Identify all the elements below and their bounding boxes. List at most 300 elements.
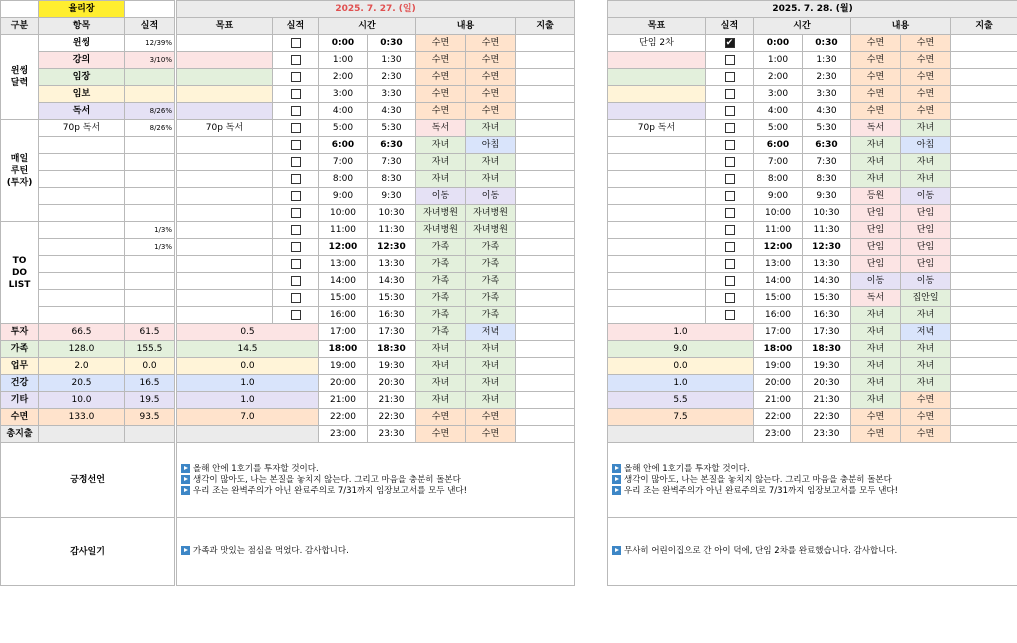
- done-cell[interactable]: [273, 256, 319, 273]
- item-name: [39, 256, 125, 273]
- play-bullet-icon: [181, 464, 190, 473]
- summary-category: 가족: [1, 341, 39, 358]
- time-start: 22:00: [319, 409, 368, 426]
- activity-1: 수면: [416, 52, 466, 69]
- checkbox[interactable]: [291, 191, 301, 201]
- goal-cell: [608, 205, 706, 222]
- spend-cell[interactable]: [951, 358, 1017, 375]
- time-start: 6:00: [754, 137, 803, 154]
- spend-cell[interactable]: [516, 324, 575, 341]
- spend-cell[interactable]: [951, 273, 1017, 290]
- time-half: 7:30: [368, 154, 416, 171]
- time-header: 시간: [319, 18, 416, 35]
- done-cell[interactable]: [706, 35, 754, 52]
- summary-value-b: 155.5: [125, 341, 175, 358]
- item-name: 독서: [39, 103, 125, 120]
- spend-cell[interactable]: [516, 171, 575, 188]
- time-half: 10:30: [368, 205, 416, 222]
- goal-cell: [177, 137, 273, 154]
- done-cell[interactable]: [273, 188, 319, 205]
- time-half: 22:30: [803, 409, 851, 426]
- spend-cell[interactable]: [516, 205, 575, 222]
- done-cell[interactable]: [273, 35, 319, 52]
- activity-1: 자녀: [851, 358, 901, 375]
- time-half: 21:30: [803, 392, 851, 409]
- item-name: [39, 205, 125, 222]
- checkbox[interactable]: [291, 208, 301, 218]
- activity-1: 가족: [416, 324, 466, 341]
- checkbox[interactable]: [725, 225, 735, 235]
- time-start: 18:00: [754, 341, 803, 358]
- goal-cell: [177, 35, 273, 52]
- activity-2: 자녀: [901, 341, 951, 358]
- item-name: [39, 273, 125, 290]
- summary-goal: 5.5: [608, 392, 754, 409]
- summary-category: 수면: [1, 409, 39, 426]
- time-half: 12:30: [803, 239, 851, 256]
- time-start: 2:00: [754, 69, 803, 86]
- done-cell[interactable]: [273, 222, 319, 239]
- time-start: 3:00: [319, 86, 368, 103]
- activity-2: 자녀: [466, 120, 516, 137]
- done-cell[interactable]: [706, 273, 754, 290]
- done-header: 실적: [273, 18, 319, 35]
- activity-2: 자녀: [901, 154, 951, 171]
- checkbox[interactable]: [725, 208, 735, 218]
- thanks-cell: [177, 518, 575, 586]
- summary-category: 업무: [1, 358, 39, 375]
- summary-goal: 1.0: [608, 324, 754, 341]
- checkbox[interactable]: [291, 72, 301, 82]
- summary-goal: 1.0: [608, 375, 754, 392]
- activity-2: 자녀: [901, 358, 951, 375]
- summary-value-a: 66.5: [39, 324, 125, 341]
- goal-cell: [177, 222, 273, 239]
- checkbox[interactable]: [291, 123, 301, 133]
- spend-cell[interactable]: [516, 358, 575, 375]
- checkbox[interactable]: [291, 106, 301, 116]
- time-half: 16:30: [368, 307, 416, 324]
- spend-cell[interactable]: [516, 52, 575, 69]
- done-cell[interactable]: [706, 137, 754, 154]
- goal-cell: [177, 171, 273, 188]
- spend-cell[interactable]: [951, 324, 1017, 341]
- done-cell[interactable]: [273, 290, 319, 307]
- activity-2: 자녀: [466, 171, 516, 188]
- activity-1: 이동: [851, 273, 901, 290]
- goal-cell: [177, 256, 273, 273]
- goal-cell: [177, 52, 273, 69]
- spend-cell[interactable]: [516, 35, 575, 52]
- checkbox-checked[interactable]: ✔: [725, 37, 734, 48]
- thanks-line: [612, 546, 1017, 557]
- group-label-1: 윈씽 달력: [1, 35, 39, 120]
- checkbox[interactable]: [725, 276, 735, 286]
- time-half: 20:30: [803, 375, 851, 392]
- spend-cell[interactable]: [951, 426, 1017, 443]
- checkbox[interactable]: [291, 89, 301, 99]
- goal-cell: 70p 독서: [177, 120, 273, 137]
- activity-1: 자녀: [851, 154, 901, 171]
- goal-cell: [177, 273, 273, 290]
- done-cell[interactable]: [706, 307, 754, 324]
- left-header: 실적: [125, 18, 175, 35]
- activity-1: 자녀: [416, 375, 466, 392]
- affirmation-line: [612, 475, 1017, 486]
- spend-cell[interactable]: [516, 375, 575, 392]
- activity-2: 단임: [901, 222, 951, 239]
- time-half: 9:30: [368, 188, 416, 205]
- time-half: 18:30: [368, 341, 416, 358]
- spend-cell[interactable]: [951, 409, 1017, 426]
- spend-cell[interactable]: [951, 35, 1017, 52]
- checkbox[interactable]: [725, 293, 735, 303]
- item-name: 강의: [39, 52, 125, 69]
- activity-2: 자녀: [466, 375, 516, 392]
- summary-goal: [608, 426, 754, 443]
- time-start: 0:00: [754, 35, 803, 52]
- goal-header: 목표: [608, 18, 706, 35]
- done-cell[interactable]: [706, 222, 754, 239]
- activity-2: 자녀: [901, 307, 951, 324]
- date-header: 2025. 7. 28. (월): [608, 1, 1017, 18]
- checkbox[interactable]: [291, 276, 301, 286]
- spend-cell[interactable]: [516, 69, 575, 86]
- spend-cell[interactable]: [951, 307, 1017, 324]
- item-value: [125, 290, 175, 307]
- time-half: 7:30: [803, 154, 851, 171]
- brand-title: 율리장: [39, 1, 125, 18]
- goal-cell: [608, 69, 706, 86]
- time-start: 12:00: [319, 239, 368, 256]
- time-start: 4:00: [319, 103, 368, 120]
- activity-1: 자녀: [416, 154, 466, 171]
- done-cell[interactable]: [706, 256, 754, 273]
- checkbox[interactable]: [725, 140, 735, 150]
- spend-cell[interactable]: [516, 307, 575, 324]
- time-half: 11:30: [368, 222, 416, 239]
- thanks-cell: [608, 518, 1017, 586]
- activity-2: 자녀: [466, 341, 516, 358]
- goal-cell: [608, 171, 706, 188]
- spend-cell[interactable]: [951, 341, 1017, 358]
- spend-cell[interactable]: [516, 409, 575, 426]
- checkbox[interactable]: [291, 242, 301, 252]
- time-half: 8:30: [803, 171, 851, 188]
- checkbox[interactable]: [291, 157, 301, 167]
- thanks-text: 무사히 어린이집으로 간 아이 덕에, 단임 2차를 완료했습니다. 감사합니다.: [624, 546, 898, 556]
- item-name: [39, 188, 125, 205]
- activity-2: 단임: [901, 239, 951, 256]
- item-value: 8/26%: [125, 120, 175, 137]
- spend-cell[interactable]: [516, 103, 575, 120]
- spend-cell[interactable]: [516, 426, 575, 443]
- summary-category: 건강: [1, 375, 39, 392]
- time-half: 1:30: [803, 52, 851, 69]
- checkbox[interactable]: [725, 191, 735, 201]
- goal-cell: [608, 290, 706, 307]
- play-bullet-icon: [612, 486, 621, 495]
- item-value: [125, 188, 175, 205]
- time-start: 5:00: [319, 120, 368, 137]
- activity-1: 가족: [416, 307, 466, 324]
- checkbox[interactable]: [725, 157, 735, 167]
- done-cell[interactable]: [706, 171, 754, 188]
- spend-cell[interactable]: [951, 103, 1017, 120]
- time-start: 10:00: [319, 205, 368, 222]
- item-value: [125, 205, 175, 222]
- spend-cell[interactable]: [516, 290, 575, 307]
- time-start: 17:00: [319, 324, 368, 341]
- left-header: 구분: [1, 18, 39, 35]
- time-half: 1:30: [368, 52, 416, 69]
- checkbox[interactable]: [725, 72, 735, 82]
- time-start: 19:00: [319, 358, 368, 375]
- summary-goal: 9.0: [608, 341, 754, 358]
- done-cell[interactable]: [273, 307, 319, 324]
- done-cell[interactable]: [706, 290, 754, 307]
- summary-value-b: [125, 426, 175, 443]
- checkbox[interactable]: [725, 174, 735, 184]
- checkbox[interactable]: [291, 38, 301, 48]
- done-cell[interactable]: [706, 120, 754, 137]
- activity-2: 가족: [466, 273, 516, 290]
- done-cell[interactable]: [706, 188, 754, 205]
- activity-1: 수면: [416, 103, 466, 120]
- activity-1: 가족: [416, 273, 466, 290]
- activity-2: 가족: [466, 307, 516, 324]
- checkbox[interactable]: [291, 174, 301, 184]
- activity-1: 자녀: [416, 171, 466, 188]
- spend-cell[interactable]: [951, 256, 1017, 273]
- play-bullet-icon: [612, 475, 621, 484]
- time-start: 23:00: [319, 426, 368, 443]
- time-start: 15:00: [319, 290, 368, 307]
- time-half: 13:30: [368, 256, 416, 273]
- checkbox[interactable]: [725, 123, 735, 133]
- summary-goal: 14.5: [177, 341, 319, 358]
- activity-2: 자녀: [901, 375, 951, 392]
- activity-2: 수면: [901, 392, 951, 409]
- done-cell[interactable]: [273, 171, 319, 188]
- activity-2: 수면: [901, 426, 951, 443]
- spend-cell[interactable]: [951, 137, 1017, 154]
- activity-2: 수면: [901, 409, 951, 426]
- spend-cell[interactable]: [516, 86, 575, 103]
- item-value: [125, 171, 175, 188]
- done-cell[interactable]: [273, 120, 319, 137]
- checkbox[interactable]: [725, 242, 735, 252]
- time-start: 21:00: [319, 392, 368, 409]
- spend-cell[interactable]: [951, 392, 1017, 409]
- time-half: 23:30: [803, 426, 851, 443]
- item-name: 윈씽: [39, 35, 125, 52]
- done-cell[interactable]: [706, 205, 754, 222]
- spend-cell[interactable]: [516, 239, 575, 256]
- affirmation-text: 생각이 많아도, 나는 본질을 놓치지 않는다. 그리고 마음을 충분히 돌본다: [624, 474, 892, 485]
- activity-1: 수면: [851, 52, 901, 69]
- time-half: 15:30: [368, 290, 416, 307]
- activity-1: 가족: [416, 239, 466, 256]
- summary-goal: 7.0: [177, 409, 319, 426]
- time-half: 19:30: [803, 358, 851, 375]
- spend-cell[interactable]: [516, 120, 575, 137]
- activity-2: 수면: [901, 52, 951, 69]
- spend-cell[interactable]: [951, 222, 1017, 239]
- content-header: 내용: [416, 18, 516, 35]
- activity-2: 가족: [466, 239, 516, 256]
- time-start: 6:00: [319, 137, 368, 154]
- activity-1: 가족: [416, 290, 466, 307]
- group-label-2: 매일 루틴 (투자): [1, 120, 39, 222]
- checkbox[interactable]: [291, 55, 301, 65]
- time-start: 1:00: [754, 52, 803, 69]
- spend-cell[interactable]: [951, 120, 1017, 137]
- activity-2: 집안일: [901, 290, 951, 307]
- checkbox[interactable]: [725, 89, 735, 99]
- checkbox[interactable]: [291, 293, 301, 303]
- spend-cell[interactable]: [951, 52, 1017, 69]
- done-cell[interactable]: [273, 52, 319, 69]
- done-cell[interactable]: [273, 103, 319, 120]
- time-header: 시간: [754, 18, 851, 35]
- time-half: 10:30: [803, 205, 851, 222]
- time-start: 11:00: [754, 222, 803, 239]
- summary-goal: 0.0: [608, 358, 754, 375]
- item-value: 3/10%: [125, 52, 175, 69]
- checkbox[interactable]: [291, 140, 301, 150]
- spend-cell[interactable]: [951, 69, 1017, 86]
- time-half: 18:30: [803, 341, 851, 358]
- checkbox[interactable]: [725, 259, 735, 269]
- spend-cell[interactable]: [951, 239, 1017, 256]
- left-header: 항목: [39, 18, 125, 35]
- checkbox[interactable]: [725, 106, 735, 116]
- activity-2: 수면: [466, 426, 516, 443]
- time-half: 8:30: [368, 171, 416, 188]
- done-cell[interactable]: [273, 273, 319, 290]
- activity-2: 수면: [466, 409, 516, 426]
- day-panel-1: [176, 0, 575, 586]
- done-cell[interactable]: [706, 69, 754, 86]
- checkbox[interactable]: [291, 225, 301, 235]
- time-start: 23:00: [754, 426, 803, 443]
- time-start: 5:00: [754, 120, 803, 137]
- spend-cell[interactable]: [951, 154, 1017, 171]
- affirmation-text: 우리 조는 완벽주의가 아닌 완료주의로 7/31까지 임장보고서를 모두 낸다!: [624, 485, 899, 496]
- summary-value-a: [39, 426, 125, 443]
- done-cell[interactable]: [273, 154, 319, 171]
- goal-cell: 70p 독서: [608, 120, 706, 137]
- affirmation-text: 생각이 많아도, 나는 본질을 놓치지 않는다. 그리고 마음을 충분히 돌본다: [193, 474, 461, 485]
- spend-cell[interactable]: [516, 392, 575, 409]
- item-name: [39, 239, 125, 256]
- activity-1: 수면: [416, 409, 466, 426]
- spend-cell[interactable]: [516, 256, 575, 273]
- activity-2: 이동: [901, 188, 951, 205]
- item-name: [39, 171, 125, 188]
- activity-1: 수면: [851, 409, 901, 426]
- spend-cell[interactable]: [951, 375, 1017, 392]
- spend-cell[interactable]: [951, 86, 1017, 103]
- item-name: [39, 137, 125, 154]
- time-start: 19:00: [754, 358, 803, 375]
- done-cell[interactable]: [706, 103, 754, 120]
- done-cell[interactable]: [706, 86, 754, 103]
- activity-2: 단임: [901, 205, 951, 222]
- time-start: 7:00: [319, 154, 368, 171]
- activity-2: 자녀: [466, 154, 516, 171]
- play-bullet-icon: [181, 475, 190, 484]
- time-start: 9:00: [754, 188, 803, 205]
- checkbox[interactable]: [725, 310, 735, 320]
- goal-cell: [608, 86, 706, 103]
- time-start: 21:00: [754, 392, 803, 409]
- time-start: 18:00: [319, 341, 368, 358]
- done-cell[interactable]: [273, 69, 319, 86]
- spend-cell[interactable]: [516, 273, 575, 290]
- activity-2: 가족: [466, 290, 516, 307]
- spend-cell[interactable]: [951, 290, 1017, 307]
- goal-cell: [177, 188, 273, 205]
- activity-2: 수면: [466, 35, 516, 52]
- spend-cell[interactable]: [516, 222, 575, 239]
- spend-cell[interactable]: [516, 154, 575, 171]
- checkbox[interactable]: [725, 55, 735, 65]
- checkbox[interactable]: [291, 259, 301, 269]
- summary-goal: 1.0: [177, 375, 319, 392]
- activity-1: 단임: [851, 205, 901, 222]
- activity-1: 등원: [851, 188, 901, 205]
- time-start: 7:00: [754, 154, 803, 171]
- done-cell[interactable]: [706, 239, 754, 256]
- time-half: 4:30: [368, 103, 416, 120]
- spend-cell[interactable]: [516, 137, 575, 154]
- play-bullet-icon: [612, 464, 621, 473]
- cell: [125, 1, 175, 18]
- activity-2: 수면: [901, 103, 951, 120]
- time-start: 9:00: [319, 188, 368, 205]
- activity-2: 자녀: [466, 358, 516, 375]
- item-value: [125, 154, 175, 171]
- done-cell[interactable]: [273, 239, 319, 256]
- done-cell[interactable]: [273, 137, 319, 154]
- done-cell[interactable]: [273, 205, 319, 222]
- spend-cell[interactable]: [516, 341, 575, 358]
- done-cell[interactable]: [273, 86, 319, 103]
- spend-header: 지출: [516, 18, 575, 35]
- spend-cell[interactable]: [951, 188, 1017, 205]
- activity-2: 자녀: [466, 392, 516, 409]
- decl-label: 긍정선언: [1, 443, 175, 518]
- done-cell[interactable]: [706, 154, 754, 171]
- spend-cell[interactable]: [951, 205, 1017, 222]
- time-start: 13:00: [319, 256, 368, 273]
- time-half: 15:30: [803, 290, 851, 307]
- affirmation-line: [612, 486, 1017, 497]
- goal-cell: [177, 154, 273, 171]
- checkbox[interactable]: [291, 310, 301, 320]
- spend-cell[interactable]: [951, 171, 1017, 188]
- time-start: 0:00: [319, 35, 368, 52]
- goal-cell: [608, 222, 706, 239]
- time-start: 20:00: [319, 375, 368, 392]
- spend-cell[interactable]: [516, 188, 575, 205]
- affirmation-text: 우리 조는 완벽주의가 아닌 완료주의로 7/31까지 임장보고서를 모두 낸다!: [193, 485, 468, 496]
- activity-2: 수면: [466, 69, 516, 86]
- done-cell[interactable]: [706, 52, 754, 69]
- activity-2: 수면: [901, 35, 951, 52]
